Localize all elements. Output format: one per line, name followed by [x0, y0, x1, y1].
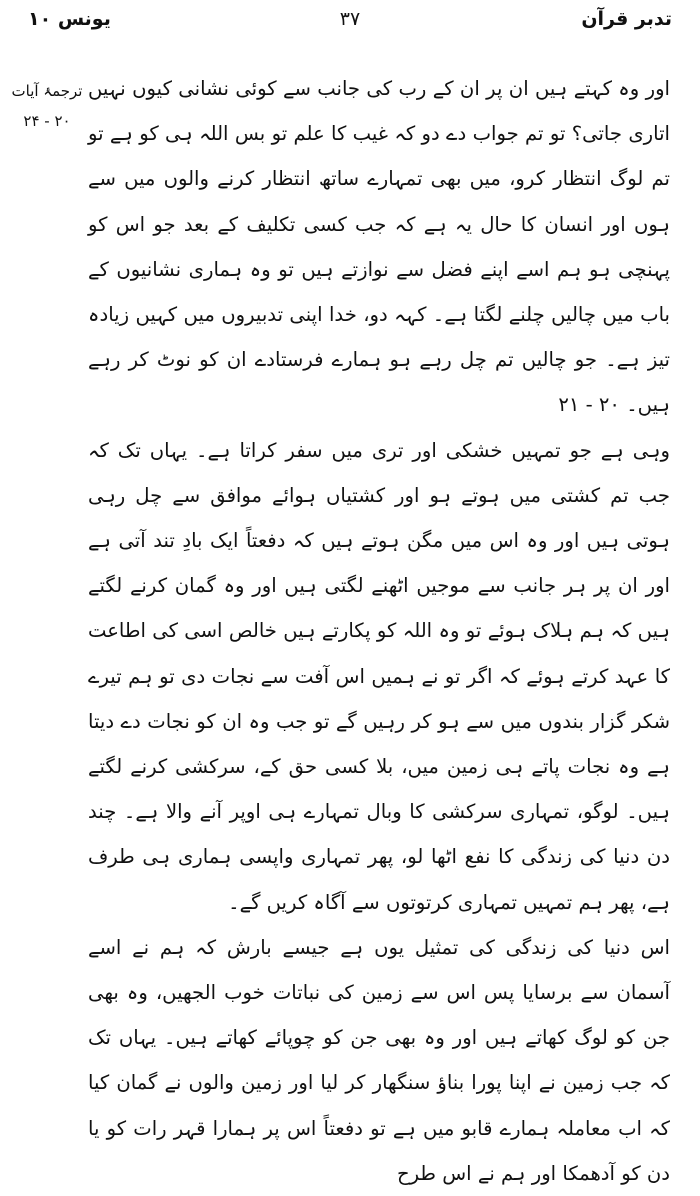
paragraph-2: وہی ہے جو تمہیں خشکی اور تری میں سفر کراتا ہے۔ یہاں تک کہ جب تم کشتی میں ہوتے ہو اور کشتیاں ہوائے موافق سے چل رہی ہوتی ہیں اور وہ اس میں مگن ہوتے ہیں کہ دفعتاً ایک بادِ تند آتی ہے اور ان پر ہر جانب سے موجیں اٹھنے لگتی ہیں اور وہ گمان کرنے لگتے ہیں کہ ہم ہلاک ہوئے تو وہ اللہ کو پکارتے ہیں خالص اسی کی اطاعت کا عہد کرتے ہوئے کہ اگر تو نے ہمیں اس آفت سے نجات دی تو ہم تیرے شکر گزار بندوں میں سے ہو کر رہیں گے تو جب وہ ان کو نجات دے دیتا ہے وہ نجات پاتے ہی زمین میں، بلا کسی حق کے، سرکشی کرنے لگتے ہیں۔ لوگو، تمہاری سرکشی کا وبال تمہارے ہی اوپر آنے والا ہے۔ چند دن دنیا کی زندگی کا نفع اٹھا لو، پھر تمہاری واپسی ہماری ہی طرف ہے، پھر ہم تمہیں تمہاری کرتوتوں سے آگاہ کریں گے۔	[88, 438, 670, 914]
translation-body	[88, 66, 670, 1196]
surah-label: یونس ۱۰	[28, 8, 111, 30]
margin-note	[10, 76, 84, 136]
page-header	[28, 8, 672, 38]
page-number: ۳۷	[339, 8, 361, 30]
paragraph-1: اور وہ کہتے ہیں ان پر ان کے رب کی جانب سے کوئی نشانی کیوں نہیں اتاری جاتی؟ تو تم جواب دے دو کہ غیب کا علم تو بس اللہ ہی کو ہے تو تم لوگ انتظار کرو، میں بھی تمہارے ساتھ انتظار کرنے والوں میں سے ہوں اور انسان کا حال یہ ہے کہ جب کسی تکلیف کے بعد جو اس کو پہنچی ہو ہم اسے اپنے فضل سے نوازتے ہیں تو وہ ہماری نشانیوں کے باب میں چالیں چلنے لگتا ہے۔ کہہ دو، خدا اپنی تدبیروں میں کہیں زیادہ تیز ہے۔ جو چالیں تم چل رہے ہو ہمارے فرستادے ان کو نوٹ کر رہے ہیں۔ ۲۰ - ۲۱	[88, 77, 670, 417]
margin-note-range: ۲۰ - ۲۴	[23, 112, 71, 130]
margin-note-label: ترجمۂ آیات	[11, 82, 83, 100]
paragraph-3: اس دنیا کی زندگی کی تمثیل یوں ہے جیسے بارش کہ ہم نے اسے آسمان سے برسایا پس اس سے زمین کی نباتات خوب الجھیں، وہ بھی جن کو لوگ کھاتے ہیں اور وہ بھی جن کو چوپائے کھاتے ہیں۔ یہاں تک کہ جب زمین نے اپنا پورا بناؤ سنگھار کر لیا اور زمین والوں نے گمان کیا کہ اب معاملہ ہمارے قابو میں ہے تو دفعتاً اس پر ہمارا قہر رات کو یا دن کو آدھمکا اور ہم نے اس طرح	[88, 935, 670, 1185]
book-title: تدبر قرآن	[581, 8, 672, 30]
